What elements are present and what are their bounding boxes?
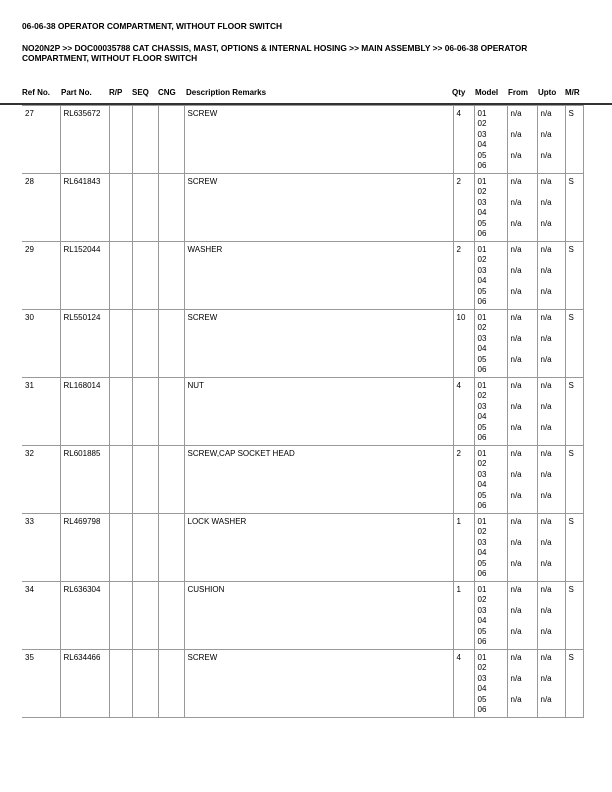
mr: S [565, 242, 583, 310]
from-value: n/a [510, 265, 522, 275]
rp-cell [109, 514, 132, 582]
from-value: n/a [510, 218, 522, 228]
model-code: 02 [477, 527, 487, 537]
cng-cell [158, 514, 184, 582]
qty: 2 [453, 242, 474, 310]
seq-cell [132, 310, 158, 378]
model-code: 06 [477, 637, 487, 647]
upto-value: n/a [540, 218, 552, 228]
header-desc: Description Remarks [186, 88, 267, 97]
model-code: 02 [477, 323, 487, 333]
header-from: From [508, 88, 528, 97]
header-qty: Qty [452, 88, 466, 97]
from-list [507, 106, 537, 174]
model-code: 02 [477, 255, 487, 265]
seq-cell [132, 174, 158, 242]
model-code: 06 [477, 705, 487, 715]
from-list [507, 310, 537, 378]
seq-cell [132, 650, 158, 718]
upto-list [537, 446, 565, 514]
model-code: 05 [477, 490, 487, 500]
model-code: 05 [477, 626, 487, 636]
rp-cell [109, 582, 132, 650]
model-code: 05 [477, 150, 487, 160]
qty: 10 [453, 310, 474, 378]
model-code: 06 [477, 365, 487, 375]
header-ref: Ref No. [22, 88, 50, 97]
model-code: 05 [477, 218, 487, 228]
model-code: 01 [477, 585, 487, 594]
upto-value: n/a [540, 422, 552, 432]
part-no: RL634466 [60, 650, 109, 718]
rp-cell [109, 650, 132, 718]
seq-cell [132, 378, 158, 446]
model-code: 02 [477, 119, 487, 129]
model-code: 02 [477, 187, 487, 197]
model-code: 04 [477, 344, 487, 354]
seq-cell [132, 582, 158, 650]
from-value: n/a [510, 333, 522, 343]
header-seq: SEQ [132, 88, 149, 97]
from-value: n/a [510, 558, 522, 568]
model-code: 03 [477, 537, 487, 547]
table-header [0, 88, 612, 100]
from-value: n/a [510, 469, 522, 479]
upto-value: n/a [540, 653, 552, 662]
qty: 1 [453, 582, 474, 650]
from-list [507, 514, 537, 582]
upto-value: n/a [540, 626, 552, 636]
model-code: 03 [477, 673, 487, 683]
upto-list [537, 242, 565, 310]
model-code: 03 [477, 333, 487, 343]
part-no: RL152044 [60, 242, 109, 310]
model-code: 06 [477, 501, 487, 511]
upto-value: n/a [540, 265, 552, 275]
model-code: 06 [477, 433, 487, 443]
from-value: n/a [510, 585, 522, 594]
header-upto: Upto [538, 88, 557, 97]
table-row [22, 378, 583, 446]
model-code: 01 [477, 517, 487, 526]
upto-value: n/a [540, 177, 552, 186]
model-code: 03 [477, 401, 487, 411]
from-value: n/a [510, 537, 522, 547]
model-list [474, 242, 507, 310]
seq-cell [132, 446, 158, 514]
model-code: 05 [477, 354, 487, 364]
model-code: 06 [477, 569, 487, 579]
from-value: n/a [510, 150, 522, 160]
mr: S [565, 378, 583, 446]
cng-cell [158, 242, 184, 310]
page-title: 06-06-38 OPERATOR COMPARTMENT, WITHOUT FLOOR SWITCH [22, 21, 283, 31]
upto-value: n/a [540, 673, 552, 683]
mr: S [565, 650, 583, 718]
ref-no: 30 [22, 310, 60, 378]
upto-list [537, 582, 565, 650]
upto-list [537, 106, 565, 174]
upto-value: n/a [540, 245, 552, 254]
part-no: RL635672 [60, 106, 109, 174]
table-row [22, 650, 583, 718]
upto-value: n/a [540, 381, 552, 390]
model-list [474, 582, 507, 650]
model-code: 01 [477, 381, 487, 390]
model-list [474, 514, 507, 582]
table-row [22, 446, 583, 514]
mr: S [565, 174, 583, 242]
model-code: 01 [477, 449, 487, 458]
seq-cell [132, 106, 158, 174]
table-row [22, 514, 583, 582]
upto-value: n/a [540, 333, 552, 343]
qty: 4 [453, 650, 474, 718]
model-code: 03 [477, 197, 487, 207]
description: SCREW [184, 650, 453, 718]
header-part: Part No. [61, 88, 92, 97]
upto-value: n/a [540, 354, 552, 364]
model-code: 06 [477, 229, 487, 239]
model-code: 03 [477, 265, 487, 275]
from-value: n/a [510, 197, 522, 207]
from-list [507, 242, 537, 310]
model-code: 05 [477, 286, 487, 296]
from-value: n/a [510, 313, 522, 322]
from-value: n/a [510, 354, 522, 364]
model-code: 06 [477, 161, 487, 171]
qty: 4 [453, 378, 474, 446]
seq-cell [132, 514, 158, 582]
table-row [22, 310, 583, 378]
mr: S [565, 582, 583, 650]
mr: S [565, 446, 583, 514]
model-code: 01 [477, 313, 487, 322]
model-code: 02 [477, 391, 487, 401]
ref-no: 33 [22, 514, 60, 582]
upto-value: n/a [540, 150, 552, 160]
description: SCREW [184, 174, 453, 242]
description: WASHER [184, 242, 453, 310]
model-code: 01 [477, 653, 487, 662]
upto-list [537, 378, 565, 446]
header-cng: CNG [158, 88, 176, 97]
upto-value: n/a [540, 286, 552, 296]
part-no: RL168014 [60, 378, 109, 446]
rp-cell [109, 446, 132, 514]
model-code: 04 [477, 616, 487, 626]
from-value: n/a [510, 605, 522, 615]
qty: 4 [453, 106, 474, 174]
upto-list [537, 174, 565, 242]
from-value: n/a [510, 381, 522, 390]
cng-cell [158, 378, 184, 446]
cng-cell [158, 582, 184, 650]
from-value: n/a [510, 449, 522, 458]
from-value: n/a [510, 245, 522, 254]
upto-value: n/a [540, 585, 552, 594]
from-value: n/a [510, 129, 522, 139]
mr: S [565, 106, 583, 174]
table-row [22, 242, 583, 310]
mr: S [565, 514, 583, 582]
from-value: n/a [510, 673, 522, 683]
model-code: 02 [477, 663, 487, 673]
part-no: RL601885 [60, 446, 109, 514]
qty: 1 [453, 514, 474, 582]
model-list [474, 446, 507, 514]
rp-cell [109, 242, 132, 310]
from-value: n/a [510, 286, 522, 296]
description: SCREW [184, 310, 453, 378]
header-model: Model [475, 88, 499, 97]
parts-table [22, 105, 584, 718]
part-no: RL641843 [60, 174, 109, 242]
model-code: 02 [477, 459, 487, 469]
description: NUT [184, 378, 453, 446]
upto-value: n/a [540, 517, 552, 526]
model-code: 03 [477, 605, 487, 615]
header-mr: M/R [565, 88, 580, 97]
from-value: n/a [510, 694, 522, 704]
part-no: RL469798 [60, 514, 109, 582]
cng-cell [158, 106, 184, 174]
model-list [474, 650, 507, 718]
qty: 2 [453, 446, 474, 514]
ref-no: 29 [22, 242, 60, 310]
model-code: 04 [477, 548, 487, 558]
from-value: n/a [510, 422, 522, 432]
ref-no: 34 [22, 582, 60, 650]
part-no: RL636304 [60, 582, 109, 650]
from-value: n/a [510, 109, 522, 118]
description: SCREW,CAP SOCKET HEAD [184, 446, 453, 514]
from-list [507, 650, 537, 718]
ref-no: 31 [22, 378, 60, 446]
upto-value: n/a [540, 109, 552, 118]
upto-list [537, 650, 565, 718]
upto-value: n/a [540, 558, 552, 568]
from-value: n/a [510, 517, 522, 526]
model-list [474, 174, 507, 242]
rp-cell [109, 310, 132, 378]
rp-cell [109, 106, 132, 174]
upto-value: n/a [540, 449, 552, 458]
model-code: 02 [477, 595, 487, 605]
model-code: 03 [477, 469, 487, 479]
cng-cell [158, 310, 184, 378]
part-no: RL550124 [60, 310, 109, 378]
model-list [474, 310, 507, 378]
model-code: 04 [477, 276, 487, 286]
model-code: 06 [477, 297, 487, 307]
upto-list [537, 514, 565, 582]
model-list [474, 378, 507, 446]
from-value: n/a [510, 653, 522, 662]
rp-cell [109, 378, 132, 446]
table-row [22, 582, 583, 650]
upto-value: n/a [540, 129, 552, 139]
model-code: 04 [477, 684, 487, 694]
upto-value: n/a [540, 313, 552, 322]
rp-cell [109, 174, 132, 242]
table-row [22, 106, 583, 174]
from-value: n/a [510, 490, 522, 500]
model-code: 04 [477, 208, 487, 218]
model-code: 01 [477, 245, 487, 254]
model-code: 03 [477, 129, 487, 139]
ref-no: 27 [22, 106, 60, 174]
model-list [474, 106, 507, 174]
cng-cell [158, 650, 184, 718]
model-code: 04 [477, 480, 487, 490]
upto-value: n/a [540, 605, 552, 615]
from-list [507, 174, 537, 242]
from-value: n/a [510, 626, 522, 636]
description: LOCK WASHER [184, 514, 453, 582]
upto-value: n/a [540, 537, 552, 547]
upto-value: n/a [540, 490, 552, 500]
cng-cell [158, 446, 184, 514]
upto-value: n/a [540, 401, 552, 411]
qty: 2 [453, 174, 474, 242]
ref-no: 35 [22, 650, 60, 718]
upto-value: n/a [540, 469, 552, 479]
ref-no: 28 [22, 174, 60, 242]
ref-no: 32 [22, 446, 60, 514]
seq-cell [132, 242, 158, 310]
table-row [22, 174, 583, 242]
from-value: n/a [510, 401, 522, 411]
model-code: 01 [477, 177, 487, 186]
from-value: n/a [510, 177, 522, 186]
header-rp: R/P [109, 88, 123, 97]
upto-value: n/a [540, 694, 552, 704]
description: CUSHION [184, 582, 453, 650]
mr: S [565, 310, 583, 378]
upto-value: n/a [540, 197, 552, 207]
description: SCREW [184, 106, 453, 174]
cng-cell [158, 174, 184, 242]
upto-list [537, 310, 565, 378]
model-code: 04 [477, 140, 487, 150]
model-code: 05 [477, 558, 487, 568]
from-list [507, 446, 537, 514]
model-code: 05 [477, 422, 487, 432]
from-list [507, 582, 537, 650]
from-list [507, 378, 537, 446]
model-code: 05 [477, 694, 487, 704]
model-code: 01 [477, 109, 487, 118]
breadcrumb: NO20N2P >> DOC00035788 CAT CHASSIS, MAST, OPTIONS & INTERNAL HOSING >> MAIN ASSEMBLY >> 06-06-38 OPERATOR COMPARTMENT, WITHOUT FLOOR SWITCH [22, 43, 528, 63]
model-code: 04 [477, 412, 487, 422]
